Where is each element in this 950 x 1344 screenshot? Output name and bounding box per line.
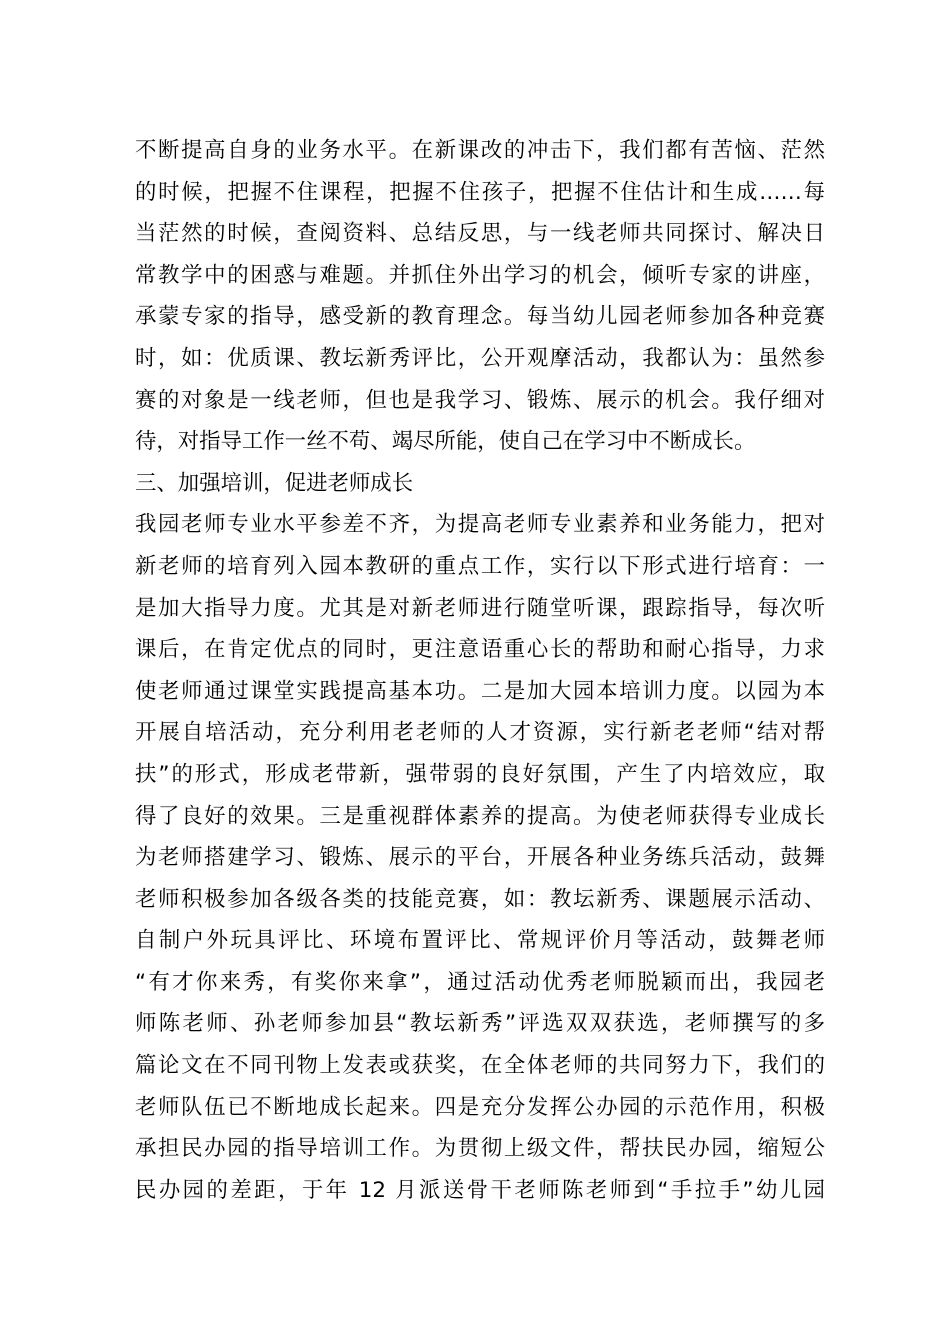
body-line: 不断提高自身的业务水平。在新课改的冲击下，我们都有苦恼、茫然 — [135, 138, 825, 163]
body-line: 我园老师专业水平参差不齐，为提高老师专业素养和业务能力，把对 — [135, 512, 825, 538]
body-line: “有才你来秀，有奖你来拿”，通过活动优秀老师脱颖而出，我园老 — [135, 969, 825, 995]
body-line: 扶”的形式，形成老带新，强带弱的良好氛围，产生了内培效应，取 — [135, 761, 825, 787]
body-line: 是加大指导力度。尤其是对新老师进行随堂听课，跟踪指导，每次听 — [135, 595, 825, 621]
body-line: 赛的对象是一线老师，但也是我学习、锻炼、展示的机会。我仔细对 — [135, 387, 825, 413]
body-line: 师陈老师、孙老师参加县“教坛新秀”评选双双获选，老师撰写的多 — [135, 1011, 825, 1037]
body-line: 时，如：优质课、教坛新秀评比，公开观摩活动，我都认为：虽然参 — [135, 345, 825, 371]
body-line: 使老师通过课堂实践提高基本功。二是加大园本培训力度。以园为本 — [135, 678, 825, 704]
body-line: 的时候，把握不住课程，把握不住孩子，把握不住估计和生成……每 — [135, 179, 825, 205]
body-line: 课后，在肯定优点的同时，更注意语重心长的帮助和耐心指导，力求 — [135, 637, 825, 663]
body-line: 新老师的培育列入园本教研的重点工作，实行以下形式进行培育：一 — [135, 553, 825, 579]
body-line: 自制户外玩具评比、环境布置评比、常规评价月等活动，鼓舞老师 — [135, 928, 825, 954]
body-line: 得了良好的效果。三是重视群体素养的提高。为使老师获得专业成长 — [135, 803, 825, 829]
body-line: 老师队伍已不断地成长起来。四是充分发挥公办园的示范作用，积极 — [135, 1094, 825, 1120]
body-line: 为老师搭建学习、锻炼、展示的平台，开展各种业务练兵活动，鼓舞 — [135, 845, 825, 871]
body-line: 民办园的差距，于年 12 月派送骨干老师陈老师到“手拉手”幼儿园 — [135, 1177, 825, 1203]
body-line: 老师积极参加各级各类的技能竞赛，如：教坛新秀、课题展示活动、 — [135, 886, 825, 912]
body-line: 待，对指导工作一丝不苟、竭尽所能，使自己在学习中不断成长。 — [135, 429, 756, 455]
body-line: 篇论文在不同刊物上发表或获奖，在全体老师的共同努力下，我们的 — [135, 1053, 825, 1079]
body-line: 常教学中的困惑与难题。并抓住外出学习的机会，倾听专家的讲座， — [135, 262, 825, 288]
body-line: 承蒙专家的指导，感受新的教育理念。每当幼儿园老师参加各种竞赛 — [135, 304, 825, 330]
body-line: 当茫然的时候，查阅资料、总结反思，与一线老师共同探讨、解决日 — [135, 221, 825, 247]
document-body — [135, 130, 825, 1211]
section-heading: 三、加强培训，促进老师成长 — [135, 470, 414, 496]
body-line: 开展自培活动，充分利用老老师的人才资源，实行新老老师“结对帮 — [135, 720, 825, 746]
body-line: 承担民办园的指导培训工作。为贯彻上级文件，帮扶民办园，缩短公 — [135, 1136, 825, 1162]
